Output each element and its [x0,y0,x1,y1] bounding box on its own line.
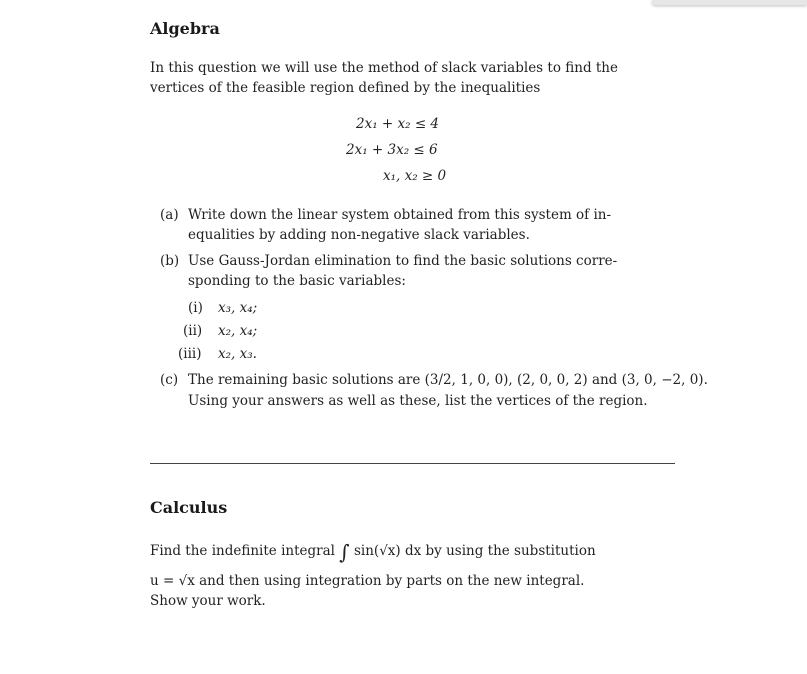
part-c-line-1: The remaining basic solutions are (3/2, 1, 0, 0), (2, 0, 0, 2) and (3, 0, −2, 0). [188,372,708,388]
calculus-line-1-start: Find the indefinite integral [150,543,335,559]
section-divider [150,463,675,464]
part-b-sub-i-text: x₃, x₄; [218,300,258,316]
integral-expression: sin(√x) dx [353,543,422,559]
calculus-heading: Calculus [150,498,228,517]
algebra-intro-line-2: vertices of the feasible region defined by the inequalities [150,80,541,96]
part-b-sub-ii-text: x₂, x₄; [218,323,258,339]
part-a-line-1: Write down the linear system obtained from this system of in- [188,207,612,223]
inequality-2: 2x₁ + 3x₂ ≤ 6 [346,142,438,158]
calculus-line-2: u = √x and then using integration by parts on the new integral. [150,573,585,589]
algebra-heading: Algebra [150,19,220,38]
integral-sign-icon: ∫ [339,540,350,564]
part-b-sub-i-label: (i) [188,300,203,316]
part-b-sub-iii-label: (iii) [178,346,202,362]
calculus-line-3: Show your work. [150,593,266,609]
calculus-line-1 [150,540,596,564]
algebra-intro-line-1: In this question we will use the method of slack variables to find the [150,60,618,76]
inequality-1: 2x₁ + x₂ ≤ 4 [356,116,440,132]
window-edge [652,0,807,5]
part-b-line-1: Use Gauss-Jordan elimination to find the basic solutions corre- [188,253,618,269]
part-b-line-2: sponding to the basic variables: [188,273,406,289]
part-c-label: (c) [160,372,179,388]
part-b-label: (b) [160,253,180,269]
part-b-sub-iii-text: x₂, x₃. [218,346,257,362]
inequality-3: x₁, x₂ ≥ 0 [383,168,447,184]
calculus-line-1-end: by using the substitution [425,543,596,559]
part-a-label: (a) [160,207,179,223]
part-b-sub-ii-label: (ii) [183,323,203,339]
part-a-line-2: equalities by adding non-negative slack variables. [188,227,530,243]
part-c-line-2: Using your answers as well as these, list the vertices of the region. [188,393,648,409]
